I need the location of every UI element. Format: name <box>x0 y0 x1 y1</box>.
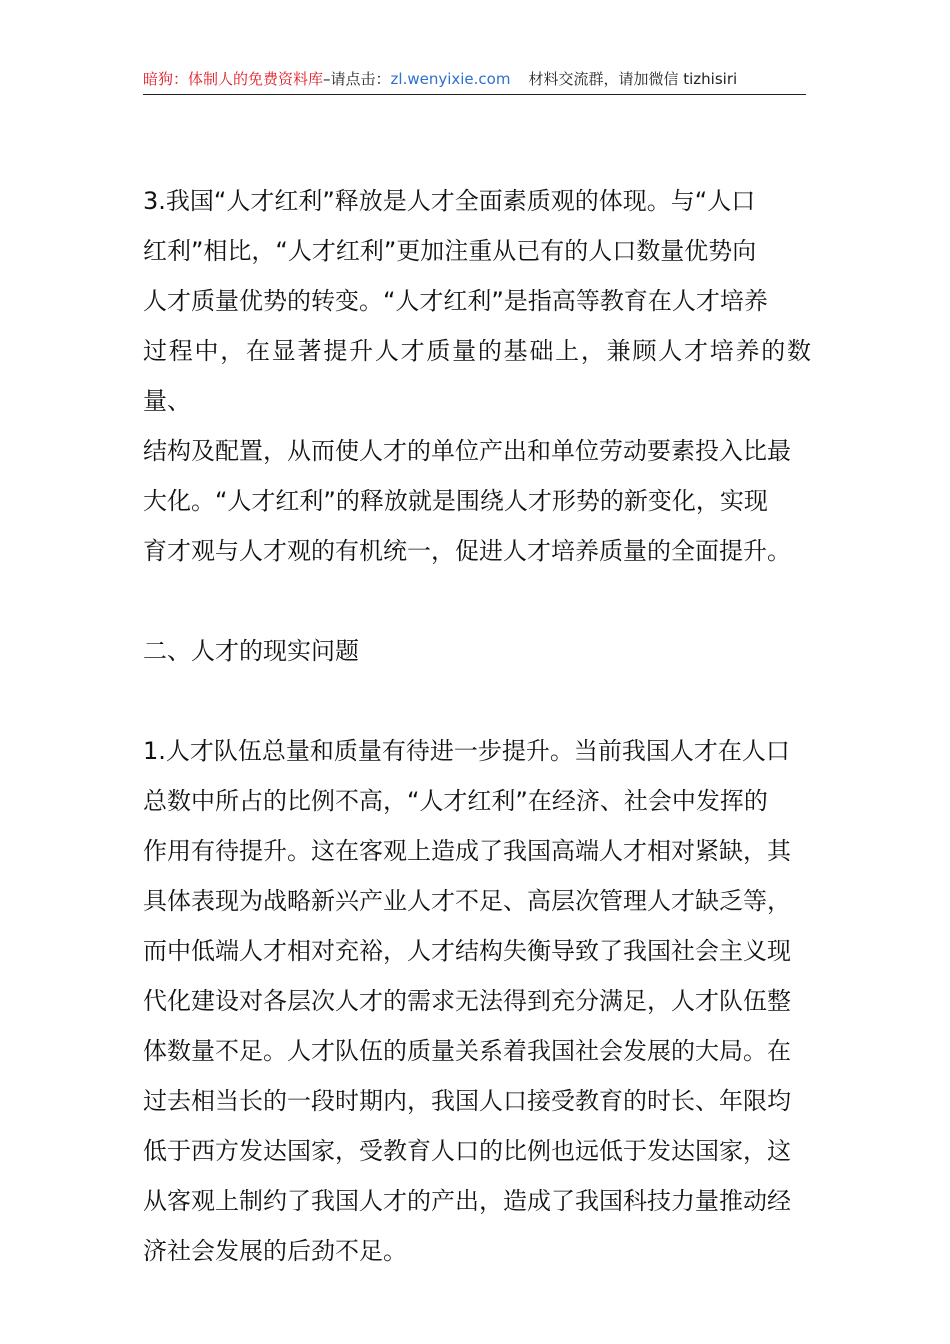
header-click-prefix: –请点击： <box>323 70 391 88</box>
text-line: 代化建设对各层次人才的需求无法得到充分满足，人才队伍整 <box>143 987 791 1015</box>
text-line: 低于西方发达国家，受教育人口的比例也远低于发达国家，这 <box>143 1137 791 1165</box>
text-line: 红利”相比，“人才红利”更加注重从已有的人口数量优势向 <box>143 237 757 265</box>
text-line: 人才质量优势的转变。“人才红利”是指高等教育在人才培养 <box>143 287 768 315</box>
document-body <box>143 176 811 1276</box>
text-line: 过程中，在显著提升人才质量的基础上，兼顾人才培养的数量、 <box>143 337 811 415</box>
text-line: 具体表现为战略新兴产业人才不足、高层次管理人才缺乏等， <box>143 887 791 915</box>
text-line: 济社会发展的后劲不足。 <box>143 1237 407 1265</box>
page-header <box>143 68 806 95</box>
header-group-note: 材料交流群，请加微信 tizhisiri <box>528 70 738 88</box>
paragraph-talent-dividend <box>143 176 811 576</box>
section-heading: 二、人才的现实问题 <box>143 637 359 665</box>
header-link[interactable]: zl.wenyixie.com <box>390 70 511 88</box>
header-brand: 暗狗：体制人的免费资料库 <box>143 70 324 88</box>
text-line: 总数中所占的比例不高，“人才红利”在经济、社会中发挥的 <box>143 787 768 815</box>
paragraph-talent-problems <box>143 726 811 1276</box>
text-line: 结构及配置，从而使人才的单位产出和单位劳动要素投入比最 <box>143 437 791 465</box>
text-line: 作用有待提升。这在客观上造成了我国高端人才相对紧缺，其 <box>143 837 791 865</box>
text-line: 1.人才队伍总量和质量有待进一步提升。当前我国人才在人口 <box>143 737 790 765</box>
text-line: 过去相当长的一段时期内，我国人口接受教育的时长、年限均 <box>143 1087 791 1115</box>
text-line: 从客观上制约了我国人才的产出，造成了我国科技力量推动经 <box>143 1187 791 1215</box>
text-line: 3.我国“人才红利”释放是人才全面素质观的体现。与“人口 <box>143 187 756 215</box>
text-line: 育才观与人才观的有机统一，促进人才培养质量的全面提升。 <box>143 537 791 565</box>
text-line: 大化。“人才红利”的释放就是围绕人才形势的新变化，实现 <box>143 487 768 515</box>
text-line: 体数量不足。人才队伍的质量关系着我国社会发展的大局。在 <box>143 1037 791 1065</box>
text-line: 而中低端人才相对充裕，人才结构失衡导致了我国社会主义现 <box>143 937 791 965</box>
